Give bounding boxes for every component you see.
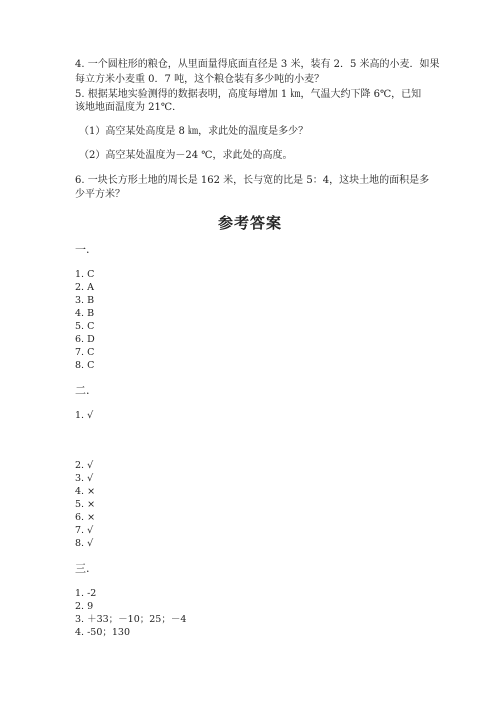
- section-3-heading: 三.: [75, 562, 90, 575]
- answer-key-title: 参考答案: [217, 214, 282, 232]
- section-3-answer: 4. -50；130: [75, 627, 131, 638]
- section-2-answer: 3. √: [75, 473, 94, 484]
- problem-6-line-2: 少平方米？: [75, 189, 125, 200]
- problem-5-subquestion-2: （2）高空某处温度为－24 ℃，求此处的高度。: [79, 150, 293, 161]
- section-1-answer: 4. B: [75, 308, 95, 319]
- problem-4-line-2: 每立方米小麦重 0．7 吨，这个粮仓装有多少吨的小麦？: [75, 74, 325, 85]
- section-1-answer: 1. C: [75, 269, 95, 280]
- section-2-answer: 2. √: [75, 460, 94, 471]
- problem-5-subquestion-1: （1）高空某处高度是 8 ㎞，求此处的温度是多少？: [79, 126, 309, 137]
- section-3-answer: 2. 9: [75, 601, 94, 612]
- section-2-answer: 7. √: [75, 525, 94, 536]
- section-1-answer: 5. C: [75, 321, 95, 332]
- section-2-answer: 6. ×: [75, 512, 96, 523]
- section-3-answer: 3. ＋33；－10；25；－4: [75, 614, 187, 625]
- section-2-answer: 8. √: [75, 538, 94, 549]
- section-2-answer: 4. ×: [75, 486, 96, 497]
- section-2-heading: 二.: [75, 384, 90, 397]
- problem-4-line-1: 4. 一个圆柱形的粮仓，从里面量得底面直径是 3 米，装有 2．5 米高的小麦．如果: [75, 59, 440, 70]
- section-1-heading: 一.: [75, 243, 90, 256]
- section-2-answer: 1. √: [75, 410, 94, 421]
- problem-6-line-1: 6. 一块长方形土地的周长是 162 米，长与宽的比是 5：4，这块土地的面积是多: [75, 175, 430, 186]
- section-3-answer: 1. -2: [75, 588, 97, 599]
- section-1-answer: 8. C: [75, 360, 95, 371]
- section-2-answer: 5. ×: [75, 499, 96, 510]
- section-1-answer: 6. D: [75, 334, 95, 345]
- problem-5-line-2: 该地地面温度为 21℃．: [75, 102, 183, 113]
- section-1-answer: 7. C: [75, 347, 95, 358]
- section-1-answer: 2. A: [75, 282, 94, 293]
- problem-5-line-1: 5. 根据某地实验测得的数据表明，高度每增加 1 ㎞，气温大约下降 6℃，已知: [75, 89, 422, 100]
- section-1-answer: 3. B: [75, 295, 95, 306]
